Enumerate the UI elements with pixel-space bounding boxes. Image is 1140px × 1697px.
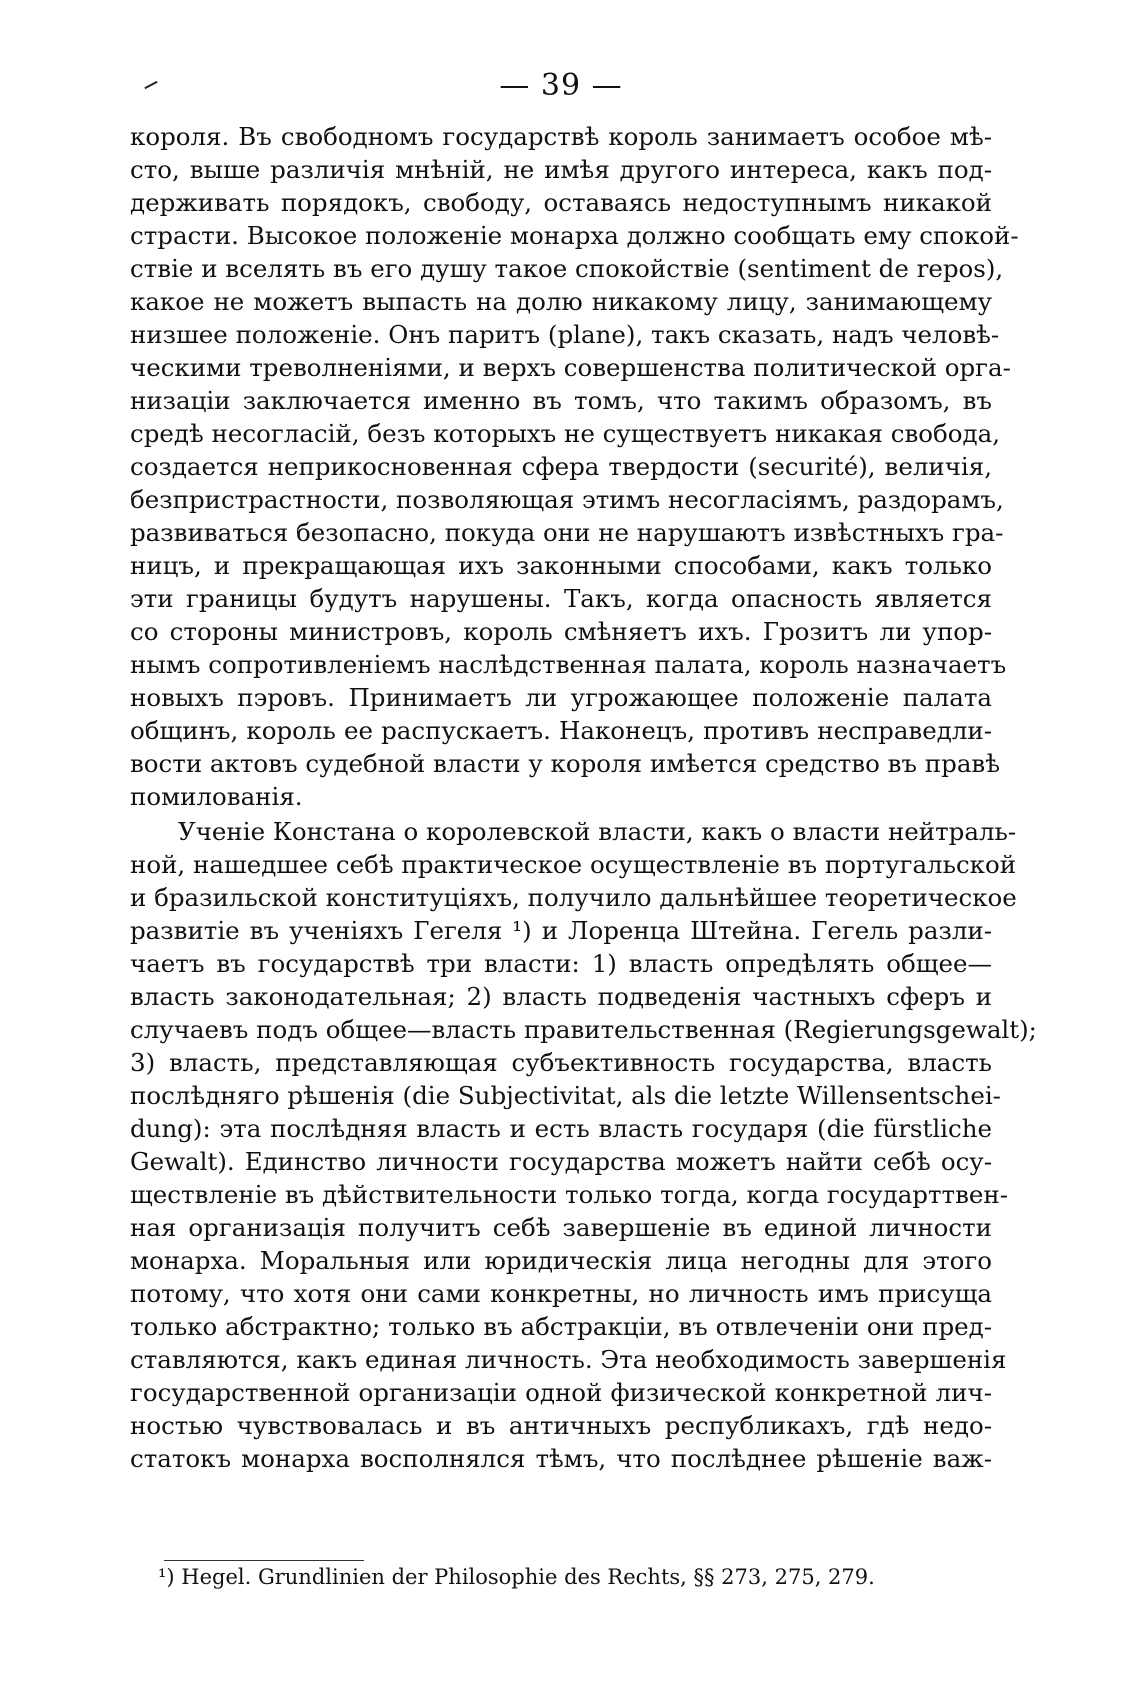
text-line: нымъ сопротивленіемъ наслѣдственная палата, король назначаетъ xyxy=(130,650,1007,679)
text-line: монарха. Моральныя или юридическія лица негодны для этого xyxy=(130,1246,992,1275)
text-line: развитіе въ ученіяхъ Гегеля ¹) и Лоренца Штейна. Гегель разли- xyxy=(130,916,992,945)
text-line: страсти. Высокое положеніе монарха должно сообщать ему спокой- xyxy=(130,221,1019,250)
text-line: ществленіе въ дѣйствительности только тогда, когда государттвен- xyxy=(130,1180,1008,1209)
paragraph-first-line: Ученіе Констана о королевской власти, какъ о власти нейтраль- xyxy=(178,817,1017,846)
text-line: послѣдняго рѣшенія (die Subjectivitat, als die letzte Willensentschei- xyxy=(130,1081,1001,1110)
text-line: ставляются, какъ единая личность. Эта необходимость завершенія xyxy=(130,1345,1007,1374)
text-line: новыхъ пэровъ. Принимаетъ ли угрожающее положеніе палата xyxy=(130,683,992,712)
text-line: ницъ, и прекращающая ихъ законными способами, какъ только xyxy=(130,551,992,580)
text-line: dung): эта послѣдняя власть и есть власть государя (die fürstliche xyxy=(130,1114,992,1143)
text-line: эти границы будутъ нарушены. Такъ, когда опасность является xyxy=(130,584,992,613)
text-line: ствіе и вселять въ его душу такое спокойствіе (sentiment de repos), xyxy=(130,254,1004,283)
text-line: ческими треволненіями, и верхъ совершенства политической орга- xyxy=(130,353,1011,382)
text-line: ная организація получитъ себѣ завершеніе въ единой личности xyxy=(130,1213,992,1242)
text-line: случаевъ подъ общее—власть правительственная (Regierungsgewalt); xyxy=(130,1015,1037,1044)
text-line: статокъ монарха восполнялся тѣмъ, что послѣднее рѣшеніе важ- xyxy=(130,1444,992,1473)
text-line: сто, выше различія мнѣній, не имѣя другого интереса, какъ под- xyxy=(130,155,992,184)
text-line: короля. Въ свободномъ государствѣ король занимаетъ особое мѣ- xyxy=(130,122,992,151)
text-line: ной, нашедшее себѣ практическое осуществленіе въ португальской xyxy=(130,850,1017,879)
text-line: власть законодательная; 2) власть подведенія частныхъ сферъ и xyxy=(130,982,992,1011)
text-line: со стороны министровъ, король смѣняетъ ихъ. Грозитъ ли упор- xyxy=(130,617,992,646)
text-line: общинъ, король ее распускаетъ. Наконецъ, противъ несправедли- xyxy=(130,716,992,745)
text-line: помилованія. xyxy=(130,782,303,811)
text-line: вости актовъ судебной власти у короля имѣется средство въ правѣ xyxy=(130,749,1000,778)
text-line: чаетъ въ государствѣ три власти: 1) власть опредѣлять общее— xyxy=(130,949,992,978)
text-line: держивать порядокъ, свободу, оставаясь недоступнымъ никакой xyxy=(130,188,992,217)
text-line: и бразильской конституціяхъ, получило дальнѣйшее теоретическое xyxy=(130,883,1017,912)
text-line: средѣ несогласій, безъ которыхъ не существуетъ никакая свобода, xyxy=(130,419,1000,448)
text-line: только абстрактно; только въ абстракціи, въ отвлеченіи они пред- xyxy=(130,1312,992,1341)
text-line: какое не можетъ выпасть на долю никакому лицу, занимающему xyxy=(130,287,992,316)
text-line: потому, что хотя они сами конкретны, но личность имъ присуща xyxy=(130,1279,992,1308)
text-line: безпристрастности, позволяющая этимъ несогласіямъ, раздорамъ, xyxy=(130,485,1004,514)
footnote: ¹) Hegel. Grundlinien der Philosophie des Rechts, §§ 273, 275, 279. xyxy=(158,1565,875,1589)
page-number: — 39 — xyxy=(499,68,623,103)
text-line: развиваться безопасно, покуда они не нарушаютъ извѣстныхъ гра- xyxy=(130,518,1004,547)
text-line: 3) власть, представляющая субъективность государства, власть xyxy=(130,1048,992,1077)
text-line: создается неприкосновенная сфера твердости (securité), величія, xyxy=(130,452,992,481)
text-line: низшее положеніе. Онъ паритъ (plane), такъ сказать, надъ человѣ- xyxy=(130,320,1000,349)
text-line: Gewalt). Единство личности государства можетъ найти себѣ осу- xyxy=(130,1147,992,1176)
text-line: ностью чувствовалась и въ античныхъ республикахъ, гдѣ недо- xyxy=(130,1411,992,1440)
footnote-rule xyxy=(164,1560,364,1561)
text-line: государственной организаціи одной физической конкретной лич- xyxy=(130,1378,992,1407)
text-line: низаціи заключается именно въ томъ, что такимъ образомъ, въ xyxy=(130,386,992,415)
